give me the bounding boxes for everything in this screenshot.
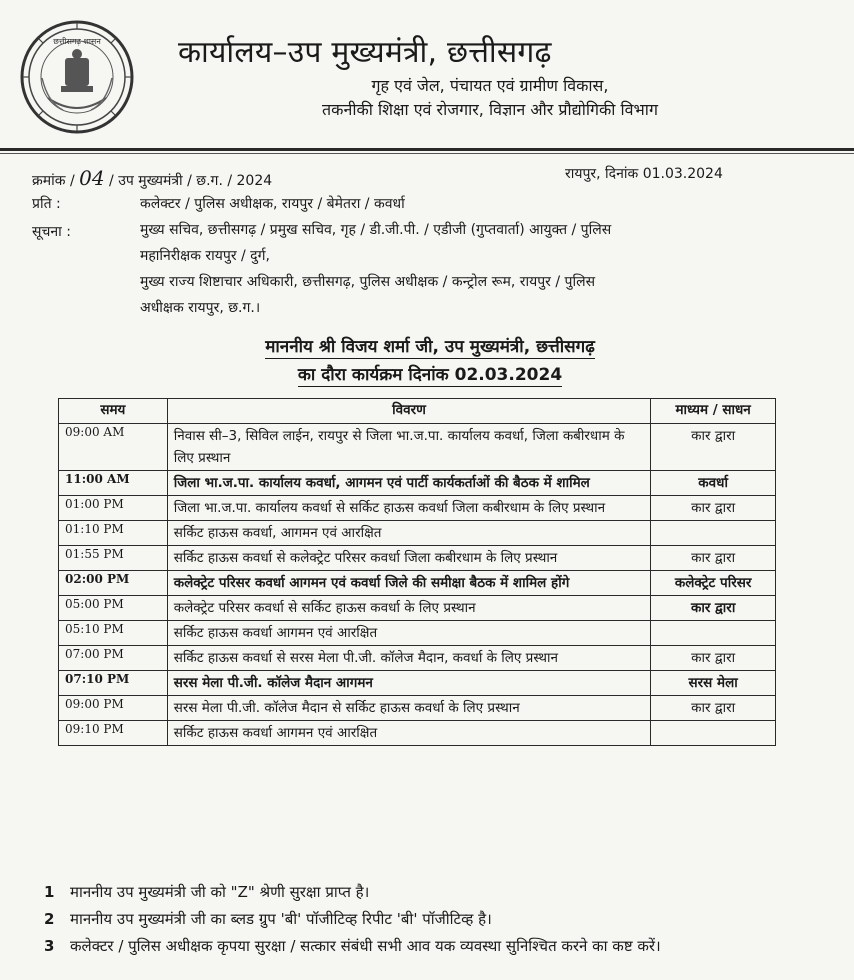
prati-label: प्रति : [32,196,61,212]
row-mode: कलेक्ट्रेट परिसर [651,571,776,596]
header-divider [0,148,854,151]
note-text: कलेक्टर / पुलिस अधीक्षक कृपया सुरक्षा / सत्कार संबंधी सभी आव यक व्यवस्था सुनिश्चित करने का कष्ट करें। [70,937,661,955]
row-desc: सर्किट हाऊस कवर्धा आगमन एवं आरक्षित [167,721,651,746]
soochna-line-4: अधीक्षक रायपुर, छ.ग.। [140,300,261,316]
table-row [59,546,776,571]
row-mode: कवर्धा [651,471,776,496]
program-heading-1-text: माननीय श्री विजय शर्मा जी, उप मुख्यमंत्री, छत्तीसगढ़ [265,337,595,357]
table-row [59,671,776,696]
row-time: 01:55 PM [59,546,168,571]
row-desc: सरस मेला पी.जी. कॉलेज मैदान से सर्किट हाऊस कवर्धा के लिए प्रस्थान [167,696,651,721]
program-heading-line-2 [100,362,760,385]
row-desc: सर्किट हाऊस कवर्धा से सरस मेला पी.जी. कॉलेज मैदान, कवर्धा के लिए प्रस्थान [167,646,651,671]
table-row [59,696,776,721]
table-row [59,424,776,471]
header-time: समय [59,399,168,424]
row-desc: कलेक्ट्रेट परिसर कवर्धा से सर्किट हाऊस कवर्धा के लिए प्रस्थान [167,596,651,621]
kramank-number: 04 [79,166,105,190]
table-row [59,596,776,621]
row-time: 09:00 PM [59,696,168,721]
header-divider-thin [0,153,854,154]
table-row [59,571,776,596]
table-row [59,471,776,496]
row-mode: कार द्वारा [651,596,776,621]
row-desc: निवास सी–3, सिविल लाईन, रायपुर से जिला भा.ज.पा. कार्यालय कवर्धा, जिला कबीरधाम के लिए प्रस्थान [167,424,651,471]
note-number: 1 [44,883,55,901]
row-mode: कार द्वारा [651,696,776,721]
table-row [59,621,776,646]
prati-text: कलेक्टर / पुलिस अधीक्षक, रायपुर / बेमेतरा / कवर्धा [140,196,405,212]
row-desc: सरस मेला पी.जी. कॉलेज मैदान आगमन [167,671,651,696]
department-line-2: तकनीकी शिक्षा एवं रोजगार, विज्ञान और प्रौद्योगिकी विभाग [322,100,658,119]
row-time: 09:00 AM [59,424,168,471]
row-mode: कार द्वारा [651,424,776,471]
soochna-line-2: महानिरीक्षक रायपुर / दुर्ग, [140,248,270,264]
row-desc: जिला भा.ज.पा. कार्यालय कवर्धा से सर्किट हाऊस कवर्धा जिला कबीरधाम के लिए प्रस्थान [167,496,651,521]
table-header-row [59,399,776,424]
emblem-text: छत्तीसगढ़ शासन [53,37,101,46]
place-date: रायपुर, दिनांक 01.03.2024 [565,166,723,182]
row-desc: जिला भा.ज.पा. कार्यालय कवर्धा, आगमन एवं पार्टी कार्यकर्ताओं की बैठक में शामिल [167,471,651,496]
row-desc: सर्किट हाऊस कवर्धा आगमन एवं आरक्षित [167,621,651,646]
row-mode [651,721,776,746]
row-time: 05:10 PM [59,621,168,646]
note-text: माननीय उप मुख्यमंत्री जी को "Z" श्रेणी सुरक्षा प्राप्त है। [70,883,370,901]
row-mode [651,621,776,646]
program-heading-2-text: का दौरा कार्यक्रम दिनांक 02.03.2024 [297,365,563,385]
row-time: 02:00 PM [59,571,168,596]
note-number: 2 [44,910,55,928]
row-time: 01:10 PM [59,521,168,546]
row-time: 01:00 PM [59,496,168,521]
row-time: 11:00 AM [59,471,168,496]
note-text: माननीय उप मुख्यमंत्री जी का ब्लड ग्रुप 'बी' पॉजीटिव्ह रिपीट 'बी' पॉजीटिव्ह है। [70,910,492,928]
row-time: 07:10 PM [59,671,168,696]
note-number: 3 [44,937,55,955]
row-desc: सर्किट हाऊस कवर्धा, आगमन एवं आरक्षित [167,521,651,546]
header-mode: माध्यम / साधन [651,399,776,424]
row-mode: कार द्वारा [651,646,776,671]
program-heading-line-1 [100,334,760,357]
header-details: विवरण [167,399,651,424]
department-line-1: गृह एवं जेल, पंचायत एवं ग्रामीण विकास, [371,76,609,95]
office-title: कार्यालय–उप मुख्यमंत्री, छत्तीसगढ़ [178,35,552,70]
soochna-line-3: मुख्य राज्य शिष्टाचार अधिकारी, छत्तीसगढ़, पुलिस अधीक्षक / कन्ट्रोल रूम, रायपुर / पुलिस [140,274,596,290]
kramank-label: क्रमांक / [32,173,75,189]
table-row [59,521,776,546]
schedule-table [58,398,776,746]
row-time: 07:00 PM [59,646,168,671]
row-mode [651,521,776,546]
table-row [59,646,776,671]
soochna-line-1: मुख्य सचिव, छत्तीसगढ़ / प्रमुख सचिव, गृह / डी.जी.पी. / एडीजी (गुप्तवार्ता) आयुक्त / पुलिस [140,222,612,238]
row-mode: कार द्वारा [651,546,776,571]
row-desc: कलेक्ट्रेट परिसर कवर्धा आगमन एवं कवर्धा जिले की समीक्षा बैठक में शामिल होंगे [167,571,651,596]
kramank-rest: / उप मुख्यमंत्री / छ.ग. / 2024 [109,173,273,189]
row-time: 09:10 PM [59,721,168,746]
row-mode: सरस मेला [651,671,776,696]
row-desc: सर्किट हाऊस कवर्धा से कलेक्ट्रेट परिसर कवर्धा जिला कबीरधाम के लिए प्रस्थान [167,546,651,571]
row-time: 05:00 PM [59,596,168,621]
soochna-label: सूचना : [32,224,71,240]
table-row [59,496,776,521]
table-row [59,721,776,746]
reference-number [32,166,272,190]
row-mode: कार द्वारा [651,496,776,521]
